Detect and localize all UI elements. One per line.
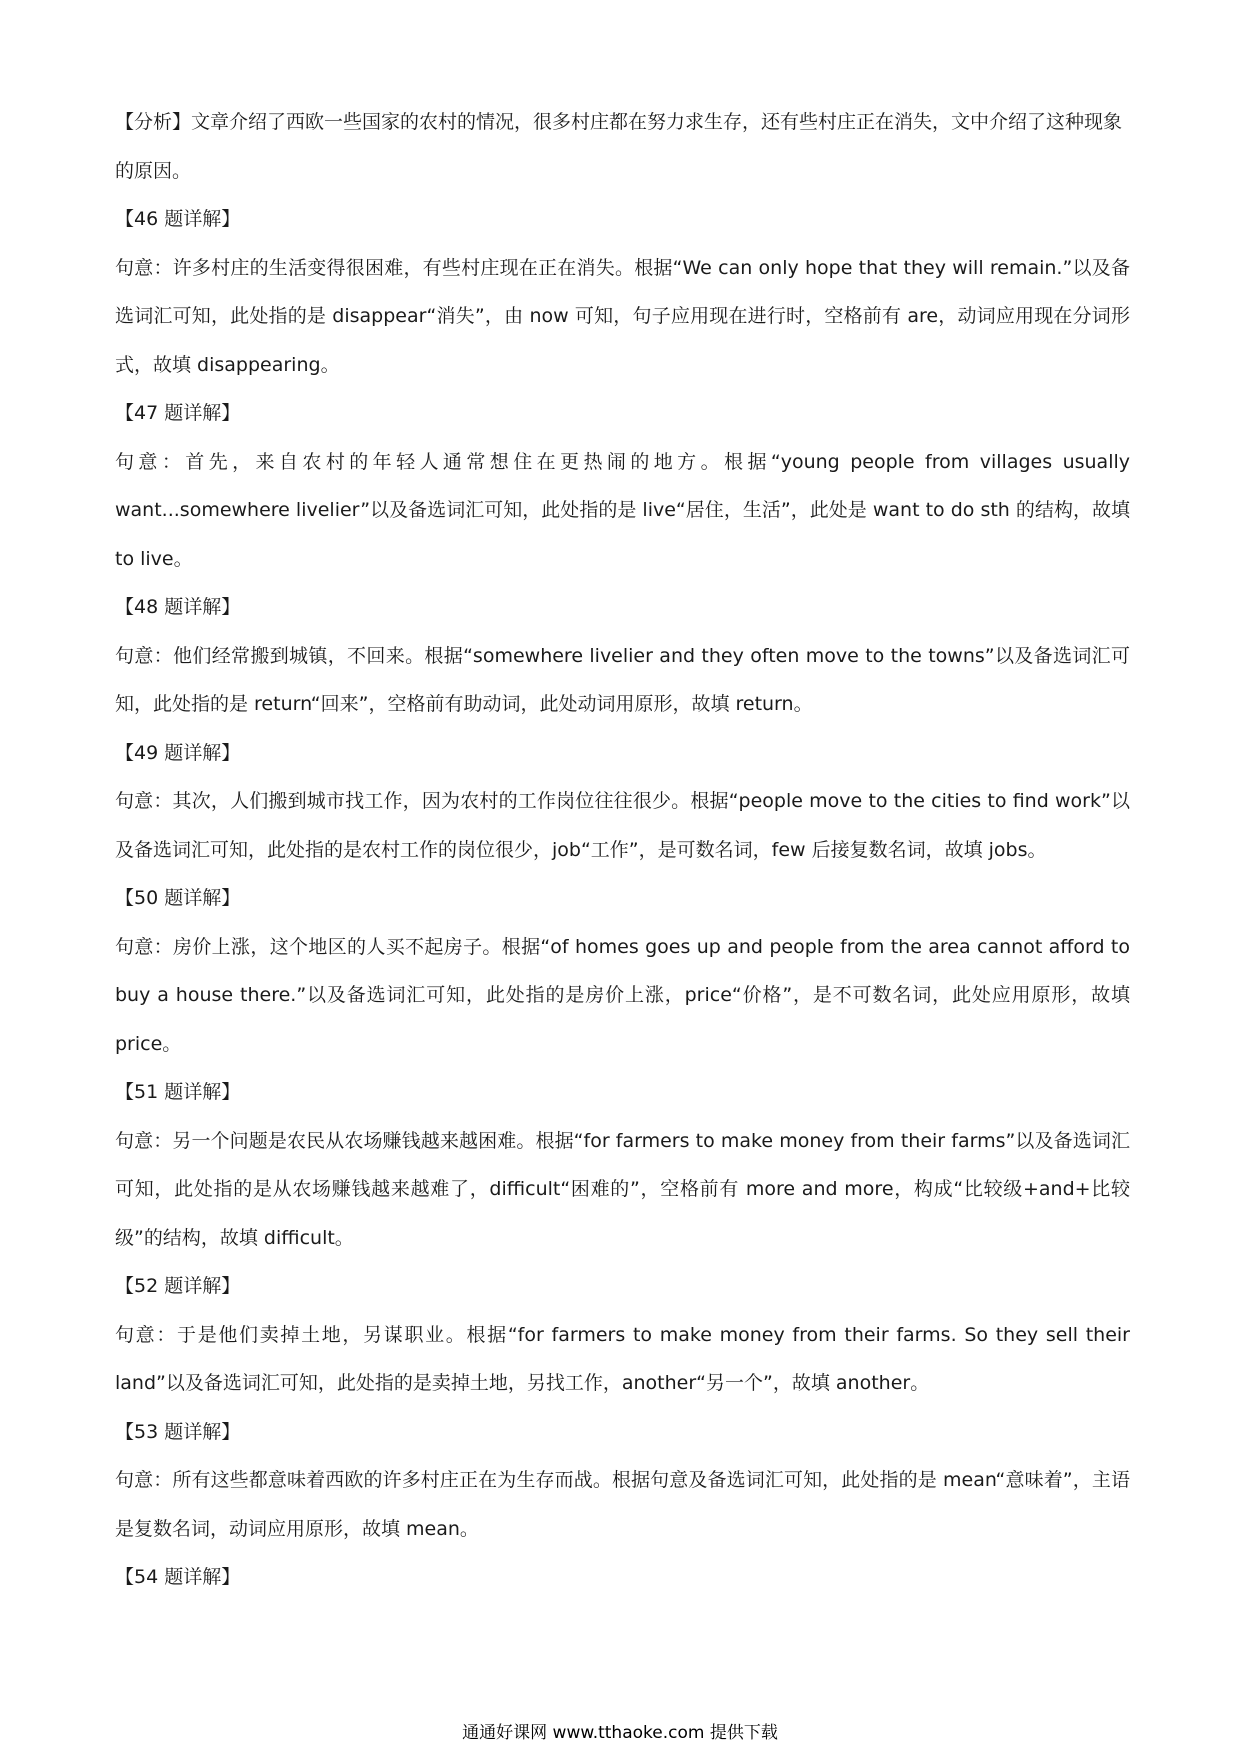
section-heading-49: 【49 题详解】 [115, 741, 241, 764]
section-body-49: 句意：其次，人们搬到城市找工作，因为农村的工作岗位往往很少。根据“people move to the cities to find work”以及备选词汇可知，此处指的是农村工作的岗位很少，job“工作”，是可数名词，few 后接复数名词，故填 jobs。 [115, 790, 1130, 861]
section-heading-50: 【50 题详解】 [115, 887, 241, 909]
section-heading-46: 【46 题详解】 [115, 208, 241, 230]
section-heading-47: 【47 题详解】 [115, 402, 241, 424]
section-body-51: 句意：另一个问题是农民从农场赚钱越来越困难。根据“for farmers to make money from their farms”以及备选词汇可知，此处指的是从农场赚钱越来越难了，difficult“困难的”，空格前有 more and more，构成“比较级+and+比较级”的结构，故填 difficult。 [115, 1129, 1130, 1249]
section-heading-51: 【51 题详解】 [115, 1081, 241, 1103]
section-body-53: 句意：所有这些都意味着西欧的许多村庄正在为生存而战。根据句意及备选词汇可知，此处指的是 mean“意味着”，主语是复数名词，动词应用原形，故填 mean。 [115, 1469, 1130, 1540]
section-body-50: 句意：房价上涨，这个地区的人买不起房子。根据“of homes goes up and people from the area cannot afford to buy a house there.”以及备选词汇可知，此处指的是房价上涨，price“价格”，是不可数名词，此处应用原形，故填 price。 [115, 935, 1130, 1055]
section-body-48: 句意：他们经常搬到城镇，不回来。根据“somewhere livelier and they often move to the towns”以及备选词汇可知，此处指的是 return“回来”，空格前有助动词，此处动词用原形，故填 return。 [115, 644, 1130, 715]
page-footer: 通通好课网 www.tthaoke.com 提供下载 [462, 1723, 778, 1743]
section-body-52: 句意：于是他们卖掉土地，另谋职业。根据“for farmers to make money from their farms. So they sell their land”以及备选词汇可知，此处指的是卖掉土地，另找工作，another“另一个”，故填 another。 [115, 1323, 1130, 1394]
section-heading-54: 【54 题详解】 [115, 1566, 241, 1588]
section-heading-48: 【48 题详解】 [115, 596, 241, 618]
section-body-47: 句意：首先，来自农村的年轻人通常想住在更热闹的地方。根据“young people from villages usually want...somewhere livelier”以及备选词汇可知，此处指的是 live“居住，生活”，此处是 want to do sth 的结构，故填 to live。 [115, 450, 1130, 570]
analysis-paragraph: 【分析】文章介绍了西欧一些国家的农村的情况，很多村庄都在努力求生存，还有些村庄正在消失，文中介绍了这种现象的原因。 [115, 111, 1123, 182]
section-heading-52: 【52 题详解】 [115, 1275, 241, 1297]
section-heading-53: 【53 题详解】 [115, 1420, 241, 1443]
section-body-46: 句意：许多村庄的生活变得很困难，有些村庄现在正在消失。根据“We can only hope that they will remain.”以及备选词汇可知，此处指的是 disappear“消失”，由 now 可知，句子应用现在进行时，空格前有 are，动词应用现在分词形式，故填 disappearing。 [115, 256, 1130, 376]
